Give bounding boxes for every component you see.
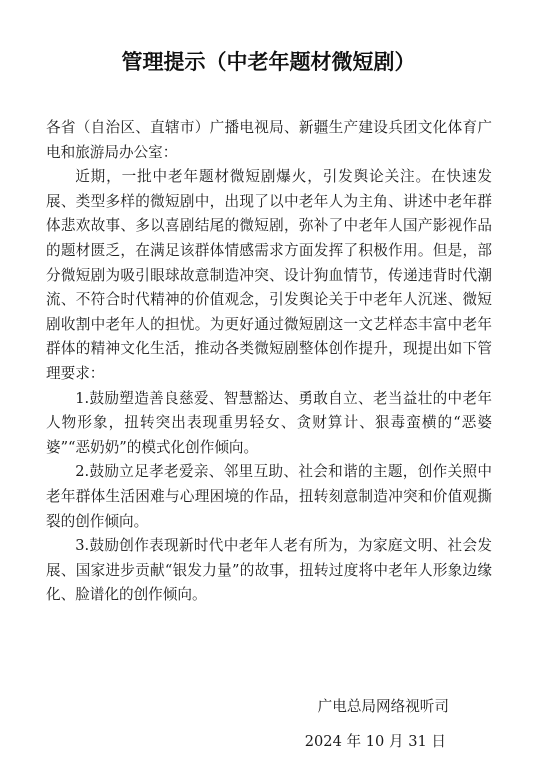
intro-paragraph: 近期，一批中老年题材微短剧爆火，引发舆论关注。在快速发展、类型多样的微短剧中，出现了以中老年人为主角、讲述中老年群体悲欢故事、多以喜剧结尾的微短剧，弥补了中老年人国产影视作品的题材匮乏，在满足该群体情感需求方面发挥了积极作用。但是，部分微短剧为吸引眼球故意制造冲突、设计狗血情节，传递违背时代潮流、不符合时代精神的价值观念，引发舆论关于中老年人沉迷、微短剧收割中老年人的担忧。为更好通过微短剧这一文艺样态丰富中老年群体的精神文化生活，推动各类微短剧整体创作提升，现提出如下管理要求：: [46, 168, 492, 382]
addressee-paragraph: 各省（自治区、直辖市）广播电视局、新疆生产建设兵团文化体育广电和旅游局办公室：: [46, 119, 492, 161]
document-title: 管理提示（中老年题材微短剧）: [121, 50, 416, 74]
document-body: [46, 116, 492, 608]
signature-organization: 广电总局网络视听司: [317, 698, 449, 715]
requirement-item-1: 1.鼓励塑造善良慈爱、智慧豁达、勇敢自立、老当益壮的中老年人物形象，扭转突出表现重男轻女、贪财算计、狠毒蛮横的“恶婆婆”“恶奶奶”的模式化创作倾向。: [46, 389, 492, 456]
requirement-item-3: 3.鼓励创作表现新时代中老年人老有所为，为家庭文明、社会发展、国家进步贡献“银发力量”的故事，扭转过度将中老年人形象边缘化、脸谱化的创作倾向。: [46, 537, 492, 604]
requirement-item-2: 2.鼓励立足孝老爱亲、邻里互助、社会和谐的主题，创作关照中老年群体生活困难与心理困境的作品，扭转刻意制造冲突和价值观撕裂的创作倾向。: [46, 463, 492, 530]
signature-date: 2024 年 10 月 31 日: [304, 733, 446, 750]
